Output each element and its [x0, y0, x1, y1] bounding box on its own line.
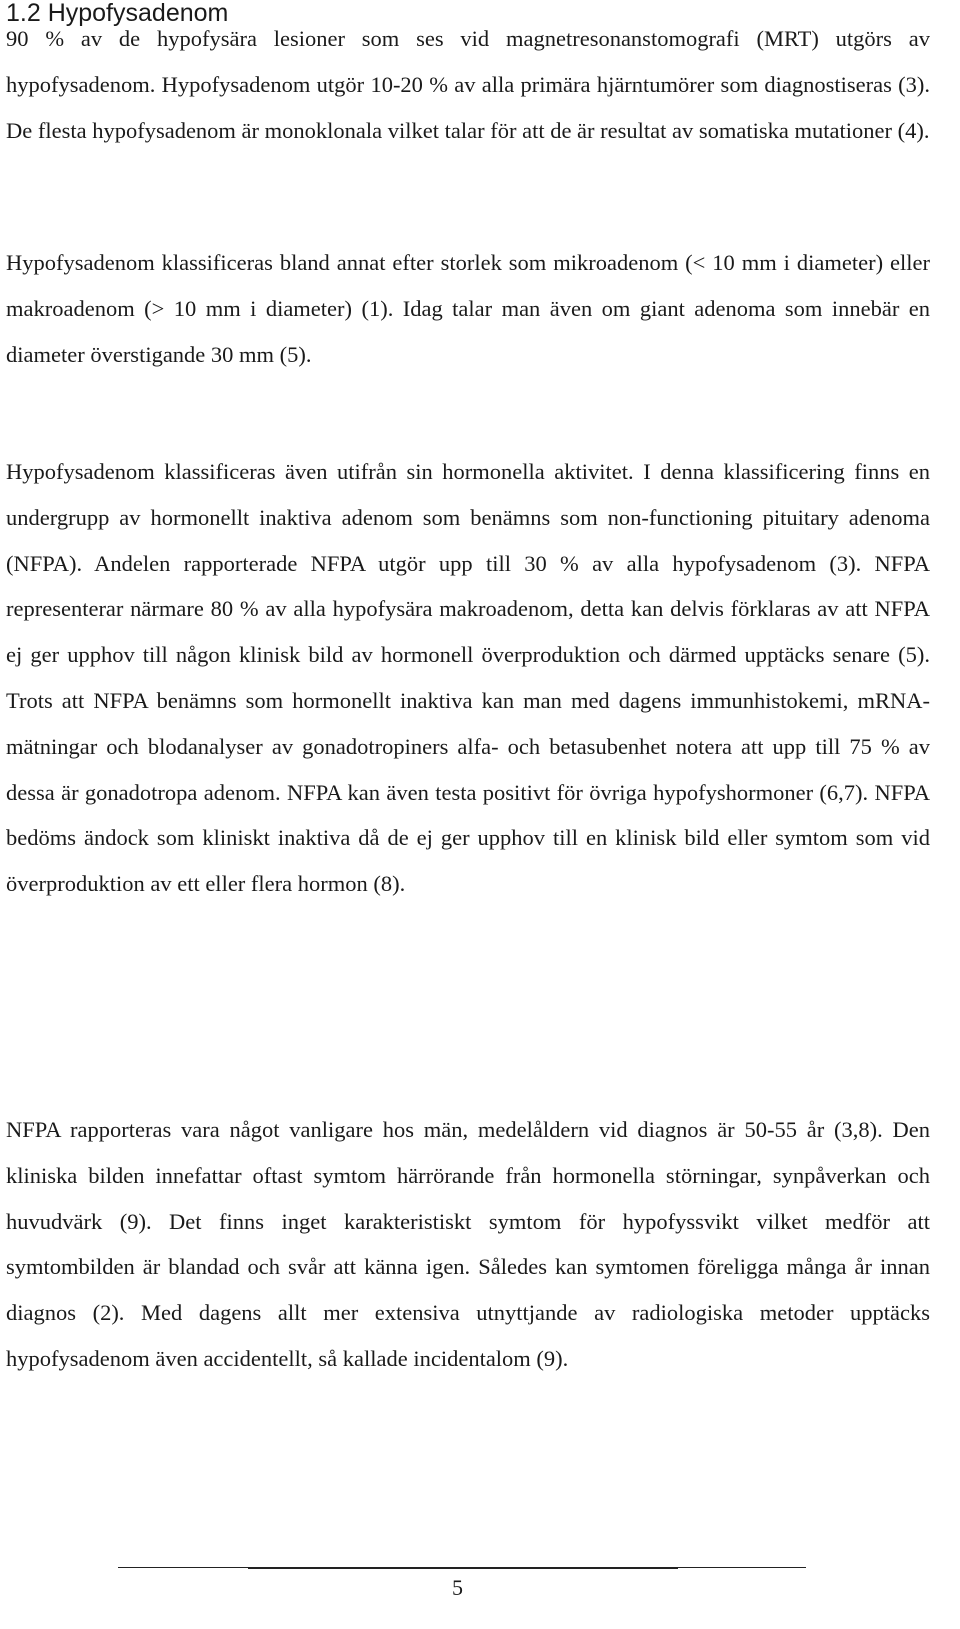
paragraph-intro: 90 % av de hypofysära lesioner som ses vid magnetresonanstomografi (MRT) utgörs av hypofysadenom. Hypofysadenom utgör 10-20 % av alla primära hjärntumörer som diagnostiseras (3). De flesta hypofysadenom är monoklonala vilket talar för att de är resultat av somatiska mutationer (4). — [6, 26, 930, 143]
page-number: 5 — [452, 1575, 463, 1600]
paragraph-size-classification: Hypofysadenom klassificeras bland annat efter storlek som mikroadenom (< 10 mm i diameter) eller makroadenom (> 10 mm i diameter) (1). Idag talar man även om giant adenoma som innebär en diameter överstigande 30 mm (5). — [6, 250, 930, 367]
section-heading: 1.2 Hypofysadenom — [6, 0, 229, 27]
paragraph-clinical-picture: NFPA rapporteras vara något vanligare hos män, medelåldern vid diagnos är 50-55 år (3,8). Den kliniska bilden innefattar oftast symtom härrörande från hormonella störningar, synpåverkan och huvudvärk (9). Det finns inget karakteristiskt symtom för hypofyssvikt vilket medför att symtombilden är blandad och svår att känna igen. Således kan symtomen föreligga många år innan diagnos (2). Med dagens allt mer extensiva utnyttjande av radiologiska metoder upptäcks hypofysadenom även accidentellt, så kallade incidentalom (9). — [6, 1117, 930, 1371]
footer-divider — [118, 1567, 806, 1568]
paragraph-hormonal-classification: Hypofysadenom klassificeras även utifrån sin hormonella aktivitet. I denna klassificering finns en undergrupp av hormonellt inaktiva adenom som benämns som non-functioning pituitary adenoma (NFPA). Andelen rapporterade NFPA utgör upp till 30 % av alla hypofysadenom (3). NFPA representerar närmare 80 % av alla hypofysära makroadenom, detta kan delvis förklaras av att NFPA ej ger upphov till någon klinisk bild av hormonell överproduktion och därmed upptäcks senare (5). Trots att NFPA benämns som hormonellt inaktiva kan man med dagens immunhistokemi, mRNA-mätningar och blodanalyser av gonadotropiners alfa- och betasubenhet notera att upp till 75 % av dessa är gonadotropa adenom. NFPA kan även testa positivt för övriga hypofyshormoner (6,7). NFPA bedöms ändock som kliniskt inaktiva då de ej ger upphov till en klinisk bild eller symtom som vid överproduktion av ett eller flera hormon (8). — [6, 459, 930, 897]
